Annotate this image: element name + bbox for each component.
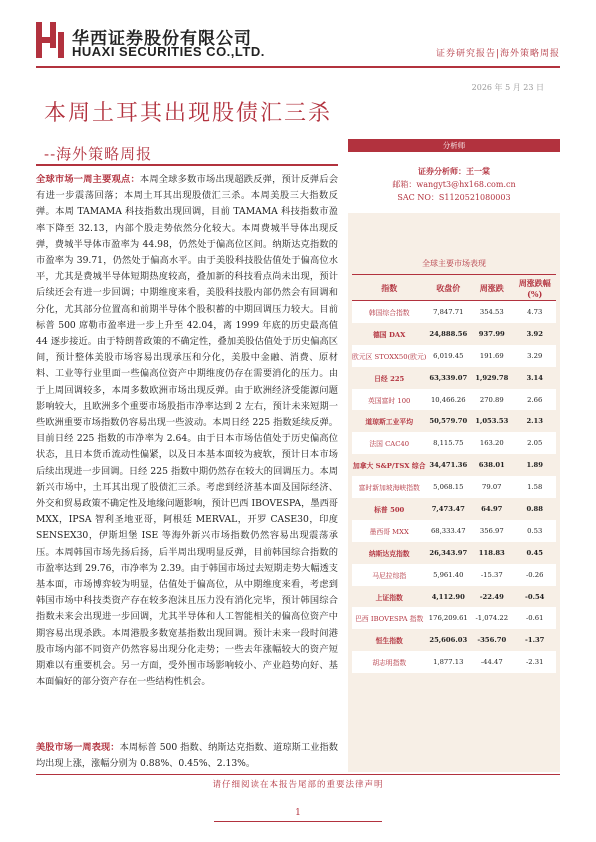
index-name-cell: 英国富时 100 — [352, 389, 426, 411]
header-change-pct: 周涨跌幅(%) — [513, 276, 556, 301]
page-number: 1 — [295, 808, 301, 818]
weekly-change-cell: 79.07 — [470, 476, 513, 498]
index-name-cell: 恒生指数 — [352, 629, 426, 651]
index-name-cell: 墨西哥 MXX — [352, 520, 426, 542]
weekly-change-pct-cell: -0.54 — [513, 586, 556, 608]
table-row — [352, 476, 556, 498]
index-table-title: 全球主要市场表现 — [422, 259, 486, 268]
close-price-cell: 7,847.71 — [426, 301, 470, 323]
close-price-cell: 4,112.90 — [426, 586, 470, 608]
weekly-change-cell: 163.20 — [470, 432, 513, 454]
index-name-cell: 法国 CAC40 — [352, 432, 426, 454]
weekly-change-cell: 1,929.78 — [470, 367, 513, 389]
weekly-change-cell: -44.47 — [470, 651, 513, 673]
weekly-change-cell: 638.01 — [470, 454, 513, 476]
weekly-change-pct-cell: 0.45 — [513, 542, 556, 564]
close-price-cell: 6,019.45 — [426, 345, 470, 367]
index-table-top-rule — [352, 274, 556, 275]
index-name-cell: 纳斯达克指数 — [352, 542, 426, 564]
weekly-change-pct-cell: 3.29 — [513, 345, 556, 367]
company-logo-icon — [36, 22, 66, 58]
weekly-change-pct-cell: 4.73 — [513, 301, 556, 323]
table-row — [352, 520, 556, 542]
weekly-change-pct-cell: 3.14 — [513, 367, 556, 389]
report-title: 本周土耳其出现股债汇三杀 — [44, 101, 333, 126]
close-price-cell: 8,115.75 — [426, 432, 470, 454]
report-subtitle: --海外策略周报 — [44, 145, 153, 163]
weekly-change-pct-cell: -1.37 — [513, 629, 556, 651]
index-name-cell: 道琼斯工业平均 — [352, 410, 426, 432]
analyst-sac-number: SAC NO：S1120521080003 — [397, 193, 511, 202]
close-price-cell: 5,961.40 — [426, 564, 470, 586]
weekly-change-cell: 118.83 — [470, 542, 513, 564]
header-change: 周涨跌 — [470, 276, 513, 301]
weekly-change-pct-cell: -0.26 — [513, 564, 556, 586]
index-name-cell: 标普 500 — [352, 498, 426, 520]
header-close: 收盘价 — [426, 276, 470, 301]
weekly-change-cell: -1,074.22 — [470, 607, 513, 629]
close-price-cell: 50,579.70 — [426, 410, 470, 432]
table-row — [352, 629, 556, 651]
global-market-paragraph — [36, 172, 338, 691]
table-row — [352, 410, 556, 432]
weekly-change-cell: 937.99 — [470, 323, 513, 345]
us-market-paragraph — [36, 740, 338, 772]
weekly-change-cell: 64.97 — [470, 498, 513, 520]
table-row — [352, 498, 556, 520]
table-row — [352, 367, 556, 389]
close-price-cell: 68,333.47 — [426, 520, 470, 542]
header-divider — [36, 66, 560, 68]
index-name-cell: 马尼拉综指 — [352, 564, 426, 586]
header-index: 指数 — [352, 276, 426, 301]
close-price-cell: 1,877.13 — [426, 651, 470, 673]
weekly-change-pct-cell: 0.53 — [513, 520, 556, 542]
analyst-name: 王一棠 — [466, 166, 490, 176]
close-price-cell: 25,606.03 — [426, 629, 470, 651]
table-row — [352, 323, 556, 345]
weekly-change-cell: -15.37 — [470, 564, 513, 586]
close-price-cell: 34,471.36 — [426, 454, 470, 476]
company-name-cn: 华西证券股份有限公司 — [72, 29, 252, 48]
weekly-change-pct-cell: 1.89 — [513, 454, 556, 476]
analyst-name-label: 证券分析师： — [418, 166, 466, 176]
table-row — [352, 454, 556, 476]
subtitle-divider — [36, 164, 338, 166]
analyst-name-line — [348, 166, 560, 177]
report-date: 2026 年 5 月 23 日 — [471, 83, 544, 92]
close-price-cell: 24,888.56 — [426, 323, 470, 345]
table-row — [352, 586, 556, 608]
index-name-cell: 日经 225 — [352, 367, 426, 389]
index-table — [352, 276, 556, 673]
page-bottom-rule — [214, 821, 382, 822]
table-row — [352, 651, 556, 673]
weekly-change-cell: -356.70 — [470, 629, 513, 651]
index-name-cell: 加拿大 S&P/TSX 综合 — [352, 454, 426, 476]
report-type-tag: 证券研究报告|海外策略周报 — [435, 49, 560, 59]
weekly-change-pct-cell: 2.13 — [513, 410, 556, 432]
index-name-cell: 欧元区 STOXX50(欧元) — [352, 345, 426, 367]
table-row — [352, 542, 556, 564]
global-market-text: 本周全球多数市场出现超跌反弹，预计反弹后会有进一步震荡回落；本周土耳其出现股债汇三杀。本周美股三大指数反弹。本周 TAMAMA 科技指数出现回调，目前 TAMAMA 科技指数市盈率下降至 32.13，内部个股走势依然分化较大。本周费城半导体出现反弹，费城半导体市盈率为 44.98，仍然处于偏高位区间。纳斯达克指数的市盈率为 39.71，仍然处于偏高水平。由于美股科技股估值处于偏高位水平，尤其是费城半导体短期热度较高，叠加新的科技看点尚未出现，预计后续还会有进一步回调；中期维度来看，美股科技股内部仍然会有回调和分化，尤其部分位置高和前期半导体个股积蓄的中期回调压力较大。目前标普 500 席勒市盈率进一步上升至 42.04，离 1999 年底的历史最高值 44 逐步接近。由于特朗普政策的不确定性，叠加美股估值处于历史偏高区间，预计整体美股市场容易出现承压和分化，美股中金融、消费、原材料、工业等行业里面一些偏高位资产中期维度仍存在需要消化的压力。由于上周回调较多，本周多数欧洲市场出现反弹。由于欧洲经济受能源问题影响较大，且欧洲多个重要市场股指市净率达到 2 左右，预计未来短期一些欧洲重要市场指数仍容易出现一些波动。本周日经 225 指数延续反弹。目前日经 225 指数的市净率为 2.64。由于日本市场估值处于历史偏高位状态，且日本货币流动性偏紧，以及日本基本面较为疲软，预计日本市场后续出现进一步回调。日经 225 指数中期仍然存在较大的回调压力。本周新兴市场中，土耳其出现了股债汇三杀。考虑到经济基本面及国际经济、外交和贸易政策不确定性及地缘问题影响，预计巴西 IBOVESPA，墨西哥 MXX，IPSA 智利圣地亚哥，阿根廷 MERVAL，开罗 CASE30，印度 SENSEX30，伊斯坦堡 ISE 等海外新兴市场指数仍然容易出现震荡承压。本周韩国市场先扬后扬，后半周出现明显反弹，目前韩国综合指数的市盈率达到 29.76，市净率为 2.39。由于韩国市场过去短期走势大幅透支基本面，市场博弈较为明显，估值处于偏高位，从中期维度来看，考虑到韩国市场中科技类资产存在较多泡沫且压力没有消化完毕，预计韩国综合指数未来会出现进一步回调，尤其半导体和人工智能相关的偏高位资产中期容易出现杀跌。本周港股多数宽基指数出现回调。预计未来一段时间港股市场内部不同资产仍然容易出现分化走势；一些去年涨幅较大的资产短期难以有重要机会。另一方面，受外围市场影响较小、产业趋势向好、基本面偏好的部分资产存在一些结构性机会。 — [36, 174, 339, 688]
analyst-email[interactable]: 邮箱：wangyt3@hx168.com.cn — [392, 180, 516, 189]
weekly-change-pct-cell: 1.58 — [513, 476, 556, 498]
weekly-change-cell: 270.89 — [470, 389, 513, 411]
table-row — [352, 607, 556, 629]
footer-divider — [36, 774, 560, 775]
table-header-row — [352, 276, 556, 301]
table-row — [352, 389, 556, 411]
table-row — [352, 564, 556, 586]
index-name-cell: 韩国综合指数 — [352, 301, 426, 323]
close-price-cell: 63,339.07 — [426, 367, 470, 389]
close-price-cell: 5,068.15 — [426, 476, 470, 498]
table-row — [352, 301, 556, 323]
us-market-label: 美股市场一周表现： — [36, 742, 120, 753]
index-name-cell: 富时新加坡海峡指数 — [352, 476, 426, 498]
weekly-change-pct-cell: -2.31 — [513, 651, 556, 673]
weekly-change-cell: 191.69 — [470, 345, 513, 367]
analyst-box — [348, 152, 560, 208]
weekly-change-cell: 356.97 — [470, 520, 513, 542]
close-price-cell: 26,343.97 — [426, 542, 470, 564]
weekly-change-cell: 354.53 — [470, 301, 513, 323]
weekly-change-pct-cell: 0.88 — [513, 498, 556, 520]
close-price-cell: 10,466.26 — [426, 389, 470, 411]
weekly-change-pct-cell: -0.61 — [513, 607, 556, 629]
company-name-en: HUAXI SECURITIES CO.,LTD. — [72, 44, 265, 59]
us-market-text: 本周标普 500 指数、纳斯达克指数、道琼斯工业指数均出现上涨，涨幅分别为 0.88%、0.45%、2.13%。 — [36, 742, 338, 770]
table-row — [352, 345, 556, 367]
close-price-cell: 176,209.61 — [426, 607, 470, 629]
analyst-header: 分析师 — [348, 139, 560, 152]
weekly-change-cell: -22.49 — [470, 586, 513, 608]
weekly-change-pct-cell: 2.05 — [513, 432, 556, 454]
index-name-cell: 上证指数 — [352, 586, 426, 608]
weekly-change-pct-cell: 3.92 — [513, 323, 556, 345]
legal-disclaimer: 请仔细阅读在本报告尾部的重要法律声明 — [212, 780, 384, 790]
index-name-cell: 德国 DAX — [352, 323, 426, 345]
index-name-cell: 巴西 IBOVESPA 指数 — [352, 607, 426, 629]
weekly-change-cell: 1,053.53 — [470, 410, 513, 432]
weekly-change-pct-cell: 2.66 — [513, 389, 556, 411]
table-row — [352, 432, 556, 454]
index-name-cell: 胡志明指数 — [352, 651, 426, 673]
global-market-label: 全球市场一周主要观点： — [36, 174, 140, 185]
close-price-cell: 7,473.47 — [426, 498, 470, 520]
